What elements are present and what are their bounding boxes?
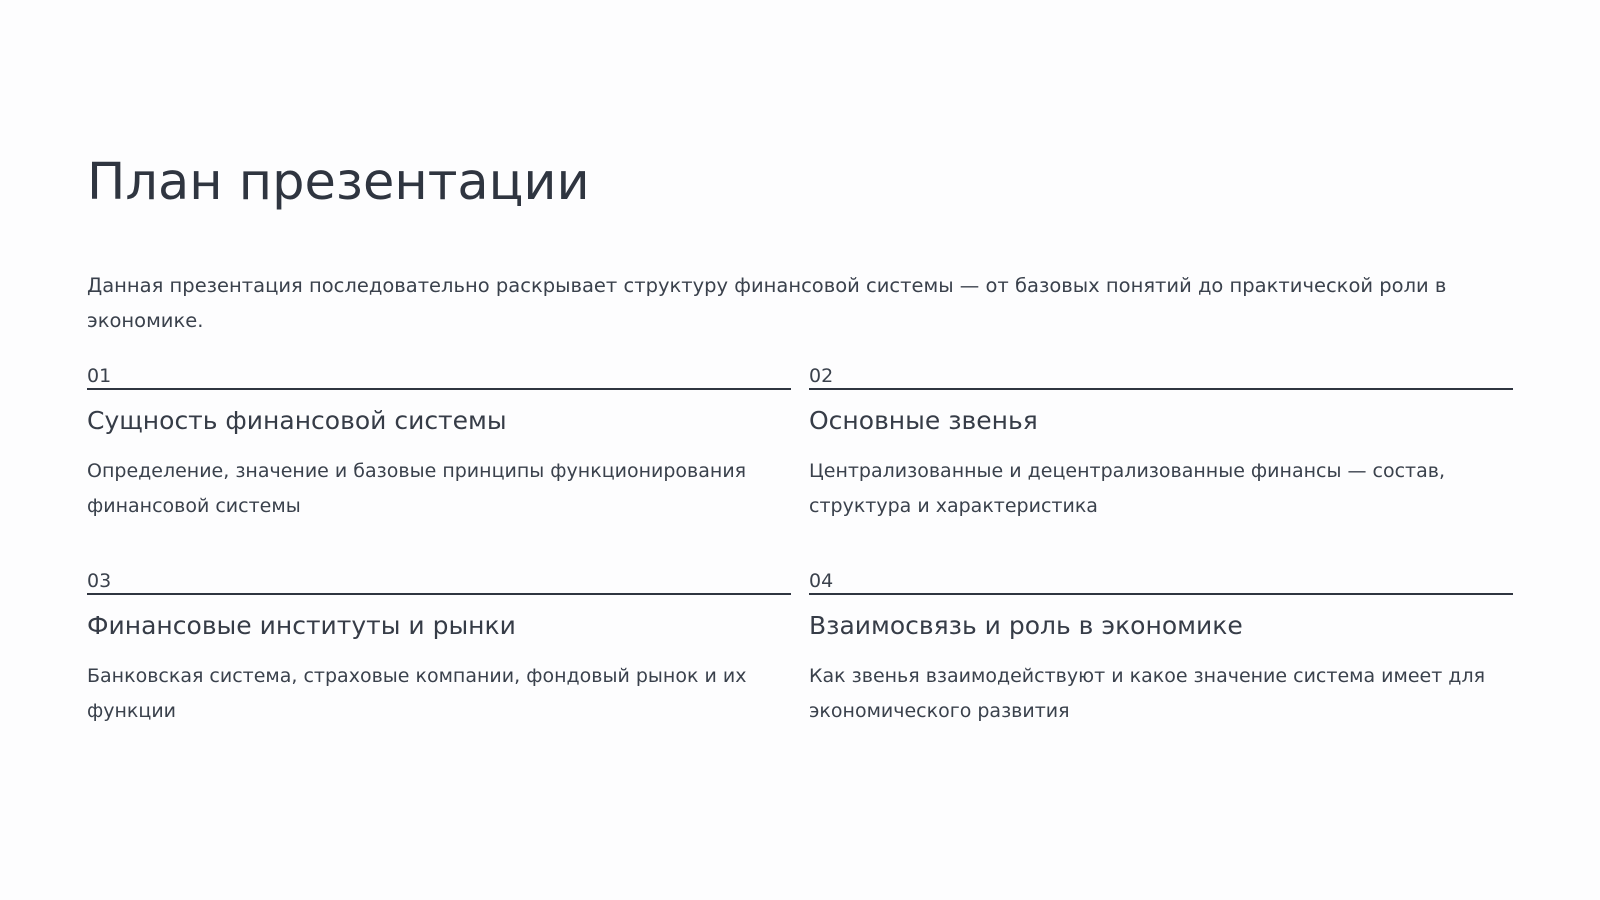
agenda-item-2 — [809, 364, 1513, 569]
agenda-item-description: Банковская система, страховые компании, фондовый рынок и их функции — [87, 665, 747, 722]
page-title: План презентации — [87, 153, 590, 212]
agenda-item-title: Основные звенья — [809, 406, 1038, 435]
agenda-item-title: Взаимосвязь и роль в экономике — [809, 611, 1243, 640]
agenda-number: 03 — [87, 570, 112, 592]
divider-line — [87, 593, 791, 595]
agenda-item-title: Сущность финансовой системы — [87, 406, 507, 435]
agenda-item-3 — [87, 569, 791, 774]
divider-line — [809, 388, 1513, 390]
agenda-item-4 — [809, 569, 1513, 774]
agenda-item-description: Централизованные и децентрализованные финансы — состав, структура и характеристика — [809, 460, 1446, 517]
agenda-number: 01 — [87, 365, 112, 387]
agenda-item-title: Финансовые институты и рынки — [87, 611, 516, 640]
agenda-item-1 — [87, 364, 791, 569]
divider-line — [87, 388, 791, 390]
agenda-item-description: Определение, значение и базовые принципы функционирования финансовой системы — [87, 460, 747, 517]
intro-paragraph: Данная презентация последовательно раскрывает структуру финансовой системы — от базовых понятий до практической роли в экономике. — [87, 274, 1447, 332]
divider-line — [809, 593, 1513, 595]
agenda-grid — [87, 364, 1513, 774]
agenda-number: 04 — [809, 570, 834, 592]
agenda-item-description: Как звенья взаимодействуют и какое значение система имеет для экономического развития — [809, 665, 1486, 722]
agenda-number: 02 — [809, 365, 834, 387]
